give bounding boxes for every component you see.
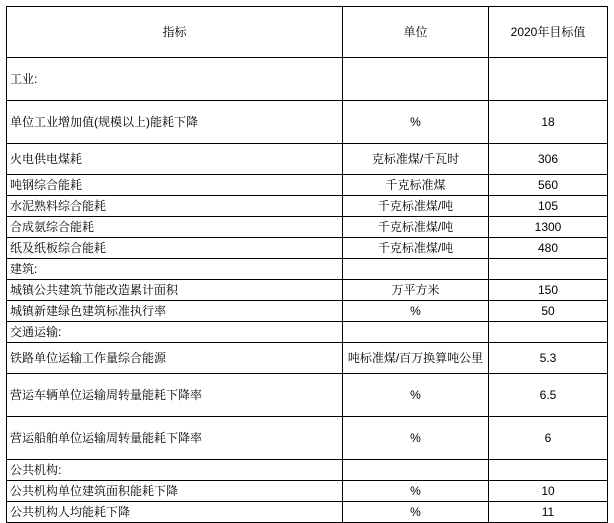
- row-indicator: 公共机构:: [7, 460, 343, 481]
- table-row: [7, 280, 608, 301]
- row-indicator: 公共机构单位建筑面积能耗下降: [7, 481, 343, 502]
- table-row: [7, 238, 608, 259]
- row-target: 11: [489, 502, 608, 523]
- row-unit: 千克标准煤: [343, 175, 489, 196]
- row-indicator: 建筑:: [7, 259, 343, 280]
- row-indicator: 吨钢综合能耗: [7, 175, 343, 196]
- row-target: [489, 259, 608, 280]
- row-indicator: 铁路单位运输工作量综合能源: [7, 343, 343, 374]
- row-target: [489, 58, 608, 101]
- row-unit: [343, 322, 489, 343]
- row-indicator: 城镇新建绿色建筑标准执行率: [7, 301, 343, 322]
- row-indicator: 营运车辆单位运输周转量能耗下降率: [7, 374, 343, 417]
- table-row: [7, 374, 608, 417]
- row-unit: %: [343, 502, 489, 523]
- row-unit: 千克标准煤/吨: [343, 238, 489, 259]
- row-indicator: 工业:: [7, 58, 343, 101]
- table-body: [7, 58, 608, 523]
- row-unit: %: [343, 101, 489, 144]
- row-unit: %: [343, 417, 489, 460]
- table-row: [7, 343, 608, 374]
- row-unit: 吨标准煤/百万换算吨公里: [343, 343, 489, 374]
- row-unit: [343, 460, 489, 481]
- row-unit: [343, 58, 489, 101]
- row-indicator: 公共机构人均能耗下降: [7, 502, 343, 523]
- row-unit: %: [343, 481, 489, 502]
- row-indicator: 纸及纸板综合能耗: [7, 238, 343, 259]
- column-header-indicator: 指标: [7, 7, 343, 58]
- row-unit: %: [343, 374, 489, 417]
- row-indicator: 火电供电煤耗: [7, 144, 343, 175]
- energy-targets-table: [6, 6, 608, 523]
- row-target: 10: [489, 481, 608, 502]
- table-row: [7, 144, 608, 175]
- table-header-row: [7, 7, 608, 58]
- row-unit: 万平方米: [343, 280, 489, 301]
- table-row: [7, 322, 608, 343]
- row-target: 50: [489, 301, 608, 322]
- column-header-target: 2020年目标值: [489, 7, 608, 58]
- table-row: [7, 101, 608, 144]
- row-indicator: 交通运输:: [7, 322, 343, 343]
- table-row: [7, 196, 608, 217]
- row-target: 306: [489, 144, 608, 175]
- row-unit: 千克标准煤/吨: [343, 196, 489, 217]
- table-header: [7, 7, 608, 58]
- row-target: [489, 460, 608, 481]
- table-row: [7, 301, 608, 322]
- row-unit: 克标准煤/千瓦时: [343, 144, 489, 175]
- row-indicator: 水泥熟料综合能耗: [7, 196, 343, 217]
- table-row: [7, 417, 608, 460]
- row-indicator: 城镇公共建筑节能改造累计面积: [7, 280, 343, 301]
- row-target: [489, 322, 608, 343]
- table-row: [7, 259, 608, 280]
- row-indicator: 合成氨综合能耗: [7, 217, 343, 238]
- table-row: [7, 175, 608, 196]
- row-indicator: 营运船舶单位运输周转量能耗下降率: [7, 417, 343, 460]
- row-target: 150: [489, 280, 608, 301]
- table-row: [7, 58, 608, 101]
- row-target: 1300: [489, 217, 608, 238]
- row-target: 18: [489, 101, 608, 144]
- row-target: 5.3: [489, 343, 608, 374]
- row-target: 105: [489, 196, 608, 217]
- row-indicator: 单位工业增加值(规模以上)能耗下降: [7, 101, 343, 144]
- table-row: [7, 481, 608, 502]
- row-target: 560: [489, 175, 608, 196]
- row-target: 6.5: [489, 374, 608, 417]
- row-unit: %: [343, 301, 489, 322]
- row-unit: 千克标准煤/吨: [343, 217, 489, 238]
- table-row: [7, 502, 608, 523]
- row-target: 6: [489, 417, 608, 460]
- row-target: 480: [489, 238, 608, 259]
- table-row: [7, 460, 608, 481]
- table-row: [7, 217, 608, 238]
- column-header-unit: 单位: [343, 7, 489, 58]
- row-unit: [343, 259, 489, 280]
